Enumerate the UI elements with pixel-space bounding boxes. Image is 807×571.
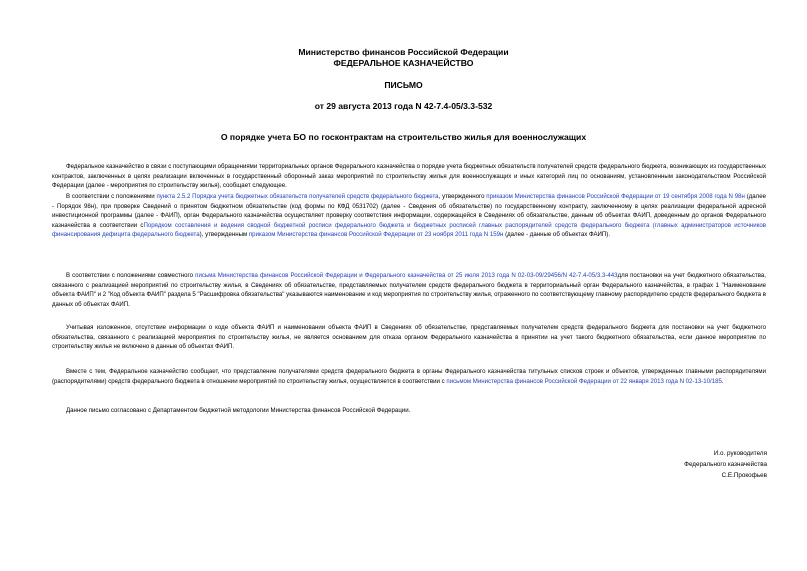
document-title: О порядке учета БО по госконтрактам на строительство жилья для военнослужащих xyxy=(220,132,587,142)
paragraph-title-lists xyxy=(52,367,766,386)
paragraph-text: Вместе с тем, Федеральное казначейство сообщает, что представление получателями средств федерального бюджета в органы Федерального казначейства титульных списков строек и объектов, утвержденных главными распорядителями (распорядителями) средств федерального бюджета в отношении мероприятий по строительству жилья, осуществляется в соответствии с xyxy=(52,368,766,385)
link-order-98n[interactable]: приказом Министерства финансов Российской Федерации от 19 сентября 2008 года N 98н xyxy=(486,193,745,200)
paragraph-text: ), утвержденным xyxy=(199,231,249,238)
link-order-159n[interactable]: приказом Министерства финансов Российской Федерации от 23 ноября 2011 года N 159н xyxy=(248,231,504,238)
paragraph-text: для постановки на учет бюджетного обязательства, связанного с реализацией мероприятий по строительству жилья, в Сведениях об обязательстве, представляемых получателем средств федерального бюджета в территориальный орган Федерального казначейства, в графах 1 "Наименование объекта ФАИП" и 2 "Код объекта ФАИП" раздела 5 "Расшифровка обязательства" указываются наименование и код мероприятия по строительству жилья, отраженного по соответствующему главному распорядителю средств федерального бюджета в данных об объектах ФАИП. xyxy=(52,272,766,308)
document-type: ПИСЬМО xyxy=(384,80,423,90)
paragraph-text: В соответствии с положениями совместного xyxy=(66,272,196,279)
signature-name: С.Е.Прокофьев xyxy=(721,472,767,479)
paragraph-text: , утвержденного xyxy=(438,193,487,200)
link-letter-02-13-10-185[interactable]: письмом Министерства финансов Российской Федерации от 22 января 2013 года N 02-13-10/185 xyxy=(446,377,722,385)
treasury-name: ФЕДЕРАЛЬНОЕ КАЗНАЧЕЙСТВО xyxy=(333,58,474,68)
paragraph-text: (далее - данные об объектах ФАИП). xyxy=(503,231,611,238)
ministry-name: Министерство финансов Российской Федерации xyxy=(298,47,509,57)
paragraph-intro: Федеральное казначейство в связи с поступающими обращениями территориальных органов Федерального казначейства о порядке учета бюджетных обязательств получателей средств федерального бюджета, возникающих из государственных контрактов, заключенных в целях реализации включенных в государственный оборонный заказ мероприятий по строительству жилья для военнослужащих и иных категорий лиц по основаниям, установленным законодательством Российской Федерации (далее - мероприятия по строительству жилья), сообщает следующее. xyxy=(52,163,766,189)
paragraph-text: . xyxy=(721,377,724,385)
document-date-number: от 29 августа 2013 года N 42-7.4-05/3.3-532 xyxy=(314,101,493,111)
link-joint-letter[interactable]: письма Министерства финансов Российской Федерации и Федерального казначейства от 25 июля 2013 года N 02-03-09/29456/N 42-7.4-05/3.3-443 xyxy=(195,272,618,279)
paragraph-text: В соответствии с положениями xyxy=(66,193,157,200)
paragraph-conclusion: Учитывая изложенное, отсутствие информации о коде объекта ФАИП и наименовании объекта ФАИП в Сведениях об обязательстве, представляемых получателем средств федерального бюджета для постановки на учет бюджетного обязательства, связанного с реализацией мероприятия по строительству жилья, не является основанием для отказа органом Федерального казначейства в принятии на учет такого бюджетного обязательства, если данное мероприятие по строительству жилья не включено в данные об объектах ФАИП. xyxy=(52,324,766,350)
signature-position: И.о. руководителя xyxy=(713,450,767,457)
link-budget-list-procedure[interactable]: Порядком составления и ведения сводной бюджетной росписи федерального бюджета и бюджетных росписей главных распорядителей средств федерального бюджета (главных администраторов источников финансирования дефицита федерального бюджета xyxy=(52,221,766,238)
paragraph-joint-letter xyxy=(52,271,766,309)
signature-organization: Федерального казначейства xyxy=(684,461,767,468)
link-order-clause-2-5-2[interactable]: пункта 2.5.2 Порядка учета бюджетных обязательств получателей средств федерального бюджета xyxy=(156,193,439,200)
paragraph-text: (далее - Порядок 98н), при проверке Сведений о принятом бюджетном обязательстве (код формы по КФД 0531702) (далее - Сведения об обязательстве) по государственному контракту, заключенному в целях реализации федеральной адресной инвестиционной программы (далее - ФАИП), орган Федерального казначейства осуществляет проверку соответствия информации, содержащейся в Сведениях об обязательстве, данным об объектах ФАИП, доведенным до органов Федерального казначейства в соответствии с xyxy=(52,193,767,229)
paragraph-agreement: Данное письмо согласовано с Департаментом бюджетной методологии Министерства финансов Российской Федерации. xyxy=(66,407,411,414)
paragraph-order-98n xyxy=(52,192,766,240)
